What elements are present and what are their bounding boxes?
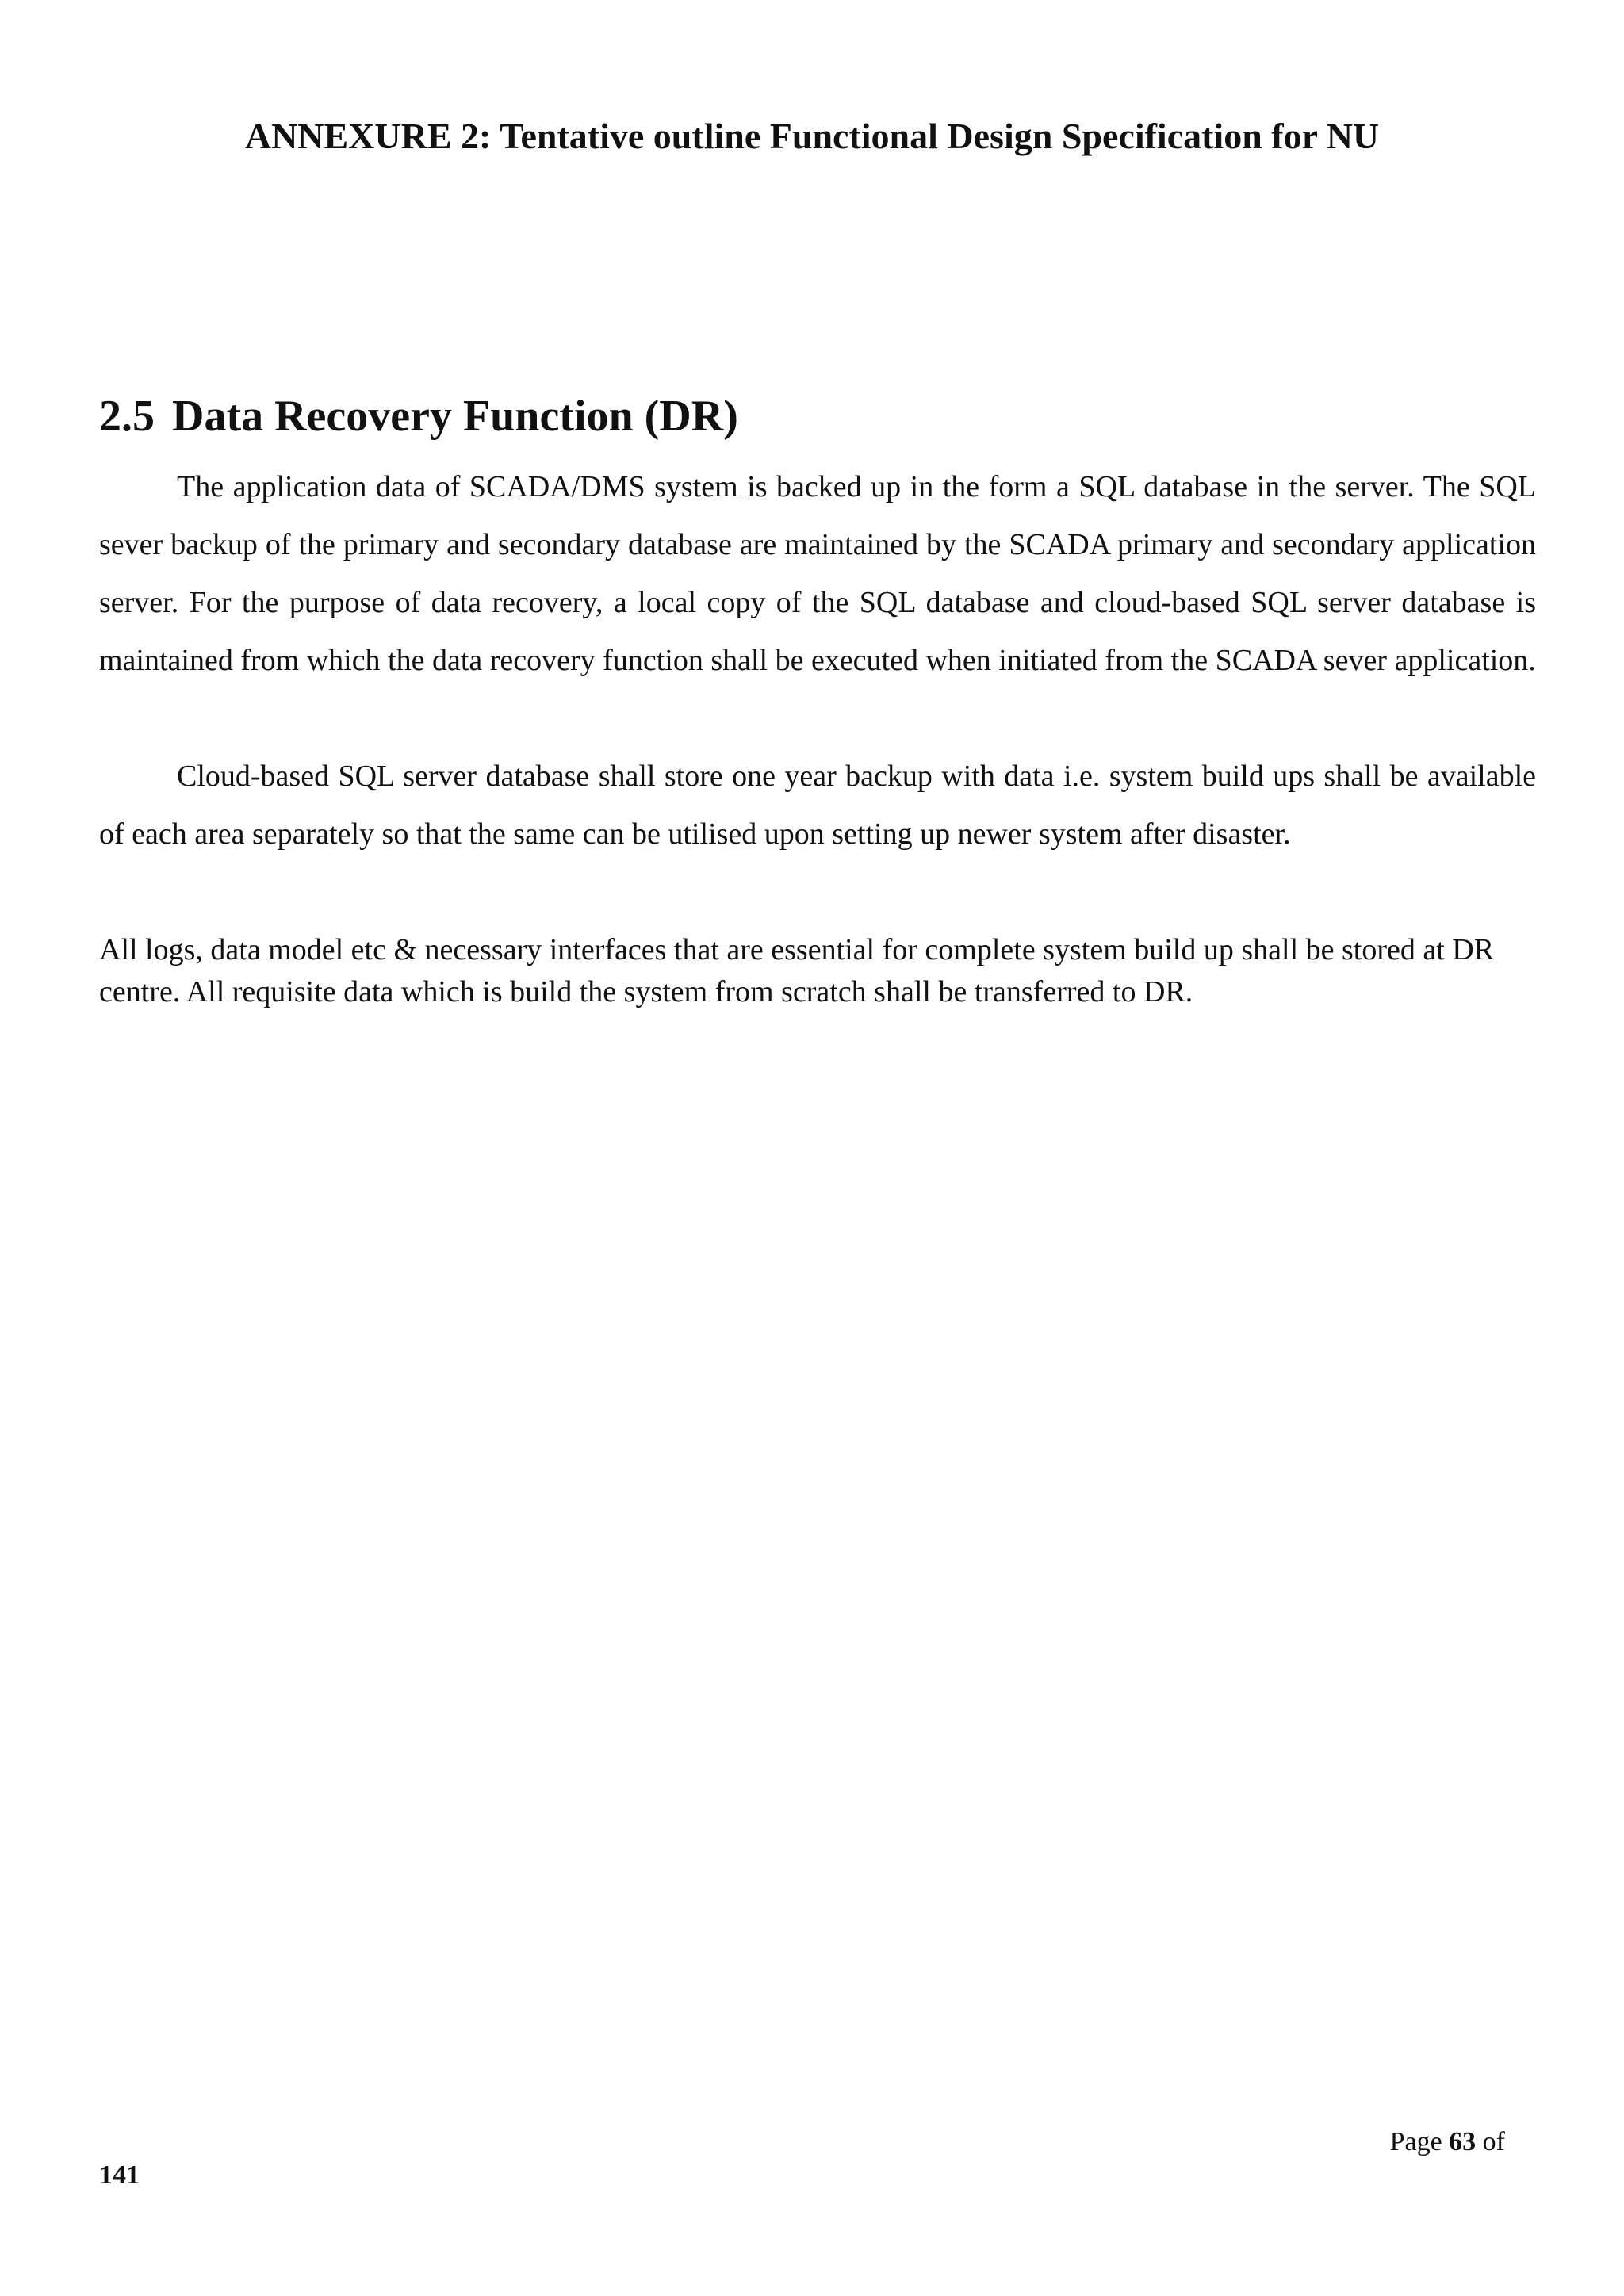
total-pages: 141	[99, 2160, 140, 2190]
page-indicator	[1390, 2125, 1505, 2160]
section-heading	[99, 388, 738, 444]
page-number: 63	[1449, 2127, 1477, 2156]
page-prefix: Page	[1389, 2127, 1442, 2156]
paragraph-data-backup: The application data of SCADA/DMS system is backed up in the form a SQL database in the server. The SQL sever backup of the primary and secondary database are maintained by the SCADA primary and secondary application server. For the purpose of data recovery, a local copy of the SQL database and cloud-based SQL server database is maintained from which the data recovery function shall be executed when initiated from the SCADA sever application.	[99, 470, 1536, 677]
paragraph-dr-centre: All logs, data model etc & necessary interfaces that are essential for complete system build up shall be stored at DR centre. All requisite data which is build the system from scratch shall be transferred to DR.	[99, 933, 1495, 1008]
section-number: 2.5	[99, 392, 155, 441]
paragraph-cloud-backup: Cloud-based SQL server database shall store one year backup with data i.e. system build ups shall be available of each area separately so that the same can be utilised upon setting up newer system after disaster.	[99, 760, 1536, 851]
section-title: Data Recovery Function (DR)	[172, 392, 738, 441]
page-of: of	[1482, 2127, 1505, 2156]
annexure-header-title: ANNEXURE 2: Tentative outline Functional Design Specification for NU	[244, 116, 1380, 156]
